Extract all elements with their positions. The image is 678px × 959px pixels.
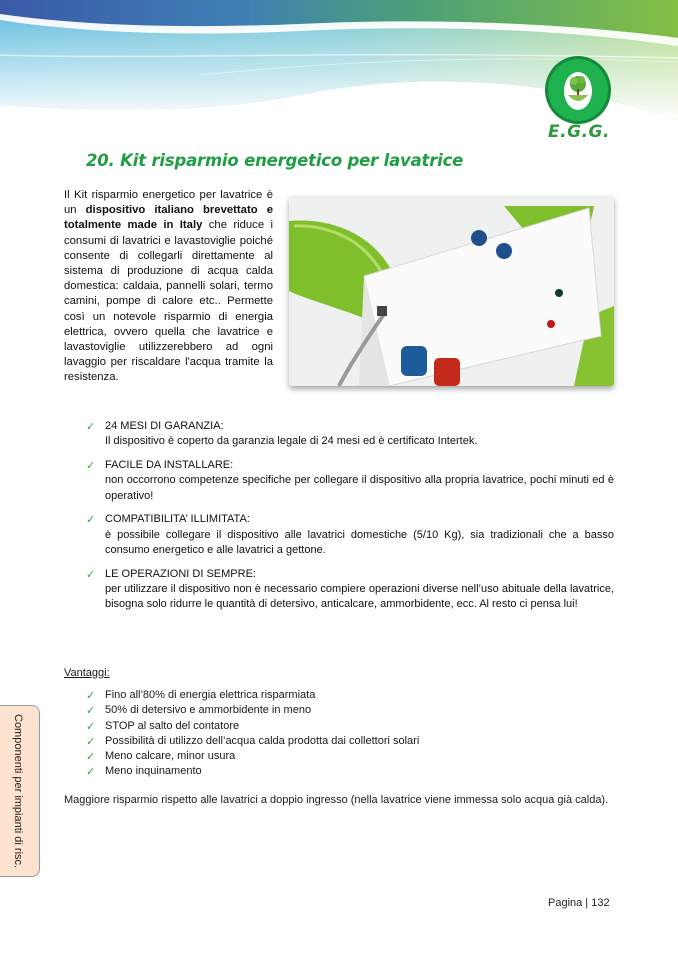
advantage-text: Meno calcare, minor usura [105, 750, 236, 763]
intro-bold-text: dispositivo italiano brevettato e totalmente made in Italy [64, 204, 273, 232]
check-icon: ✓ [86, 420, 96, 433]
page-number: Pagina | 132 [548, 897, 610, 909]
advantage-text: Possibilità di utilizzo dell’acqua calda prodotta dai collettori solari [105, 734, 420, 747]
intro-text-2: che riduce i consumi di lavatrici e lavastoviglie poiché consente di collegarli direttamente al sistema di produzione di acqua calda domestica: caldaia, pannelli solari, termo camini, pompe di calore etc.. Permette così un notevole risparmio di energia elettrica, ovvero quella che lavatrice e lavastoviglie utilizzerebbero ad ogni lavaggio per riscaldare l'acqua tramite la resistenza. [64, 219, 273, 384]
check-icon: ✓ [86, 719, 96, 733]
advantage-text: 50% di detersivo e ammorbidente in meno [105, 704, 312, 717]
advantage-text: Fino all’80% di energia elettrica risparmiata [105, 689, 316, 701]
feature-desc: non occorrono competenze specifiche per collegare il dispositivo alla propria lavatrice, pochi minuti ed è operativo! [105, 474, 614, 502]
conclusion-paragraph: Maggiore risparmio rispetto alle lavatrici a doppio ingresso (nella lavatrice viene immessa solo acqua già calda). [64, 794, 609, 806]
feature-title: LE OPERAZIONI DI SEMPRE: [105, 567, 256, 580]
feature-item [86, 567, 614, 613]
check-icon: ✓ [86, 704, 96, 718]
feature-title: FACILE DA INSTALLARE: [105, 459, 234, 472]
advantage-item [86, 749, 546, 764]
feature-desc: per utilizzare il dispositivo non è necessario compiere operazioni diverse nell’uso abituale della lavatrice, bisogna solo ridurre le quantità di detersivo, anticalcare, ammorbidente, ecc. Al resto ci pensa lui! [105, 583, 614, 611]
check-icon: ✓ [86, 567, 96, 581]
features-list [86, 419, 614, 621]
logo-text: E.G.G. [548, 122, 610, 142]
section-side-tab [0, 705, 40, 877]
side-tab-label: Componenti per impianti di risc. [12, 714, 24, 869]
advantage-item [86, 719, 546, 734]
egg-tree-icon [543, 55, 613, 125]
intro-text-1: Il Kit risparmio energetico per lavatrice è un [64, 189, 273, 217]
advantage-item [86, 688, 546, 703]
feature-title: COMPATIBILITA’ ILLIMITATA: [105, 513, 250, 526]
feature-item [86, 419, 614, 450]
advantages-list [86, 688, 546, 780]
check-icon: ✓ [86, 689, 96, 702]
device-image [289, 196, 614, 386]
feature-item [86, 512, 614, 558]
advantage-text: STOP al salto del contatore [105, 719, 240, 732]
product-photo [289, 196, 614, 386]
check-icon: ✓ [86, 459, 96, 473]
feature-desc: è possibile collegare il dispositivo alle lavatrici domestiche (5/10 Kg), sia tradizionali che a basso consumo energetico e alle lavatrici a gettone. [105, 528, 614, 557]
advantage-item [86, 703, 546, 718]
egg-logo [543, 55, 613, 125]
page-title: 20. Kit risparmio energetico per lavatrice [86, 151, 464, 170]
advantage-item [86, 764, 546, 779]
intro-paragraph [64, 188, 273, 386]
check-icon: ✓ [86, 734, 96, 748]
feature-desc: Il dispositivo è coperto da garanzia legale di 24 mesi ed è certificato Intertek. [105, 435, 478, 448]
feature-title: 24 MESI DI GARANZIA: [105, 420, 224, 432]
advantage-text: Meno inquinamento [105, 765, 202, 778]
check-icon: ✓ [86, 513, 96, 527]
advantages-heading: Vantaggi: [64, 667, 110, 679]
check-icon: ✓ [86, 750, 96, 764]
feature-item [86, 458, 614, 504]
check-icon: ✓ [86, 765, 96, 779]
advantage-item [86, 734, 546, 749]
